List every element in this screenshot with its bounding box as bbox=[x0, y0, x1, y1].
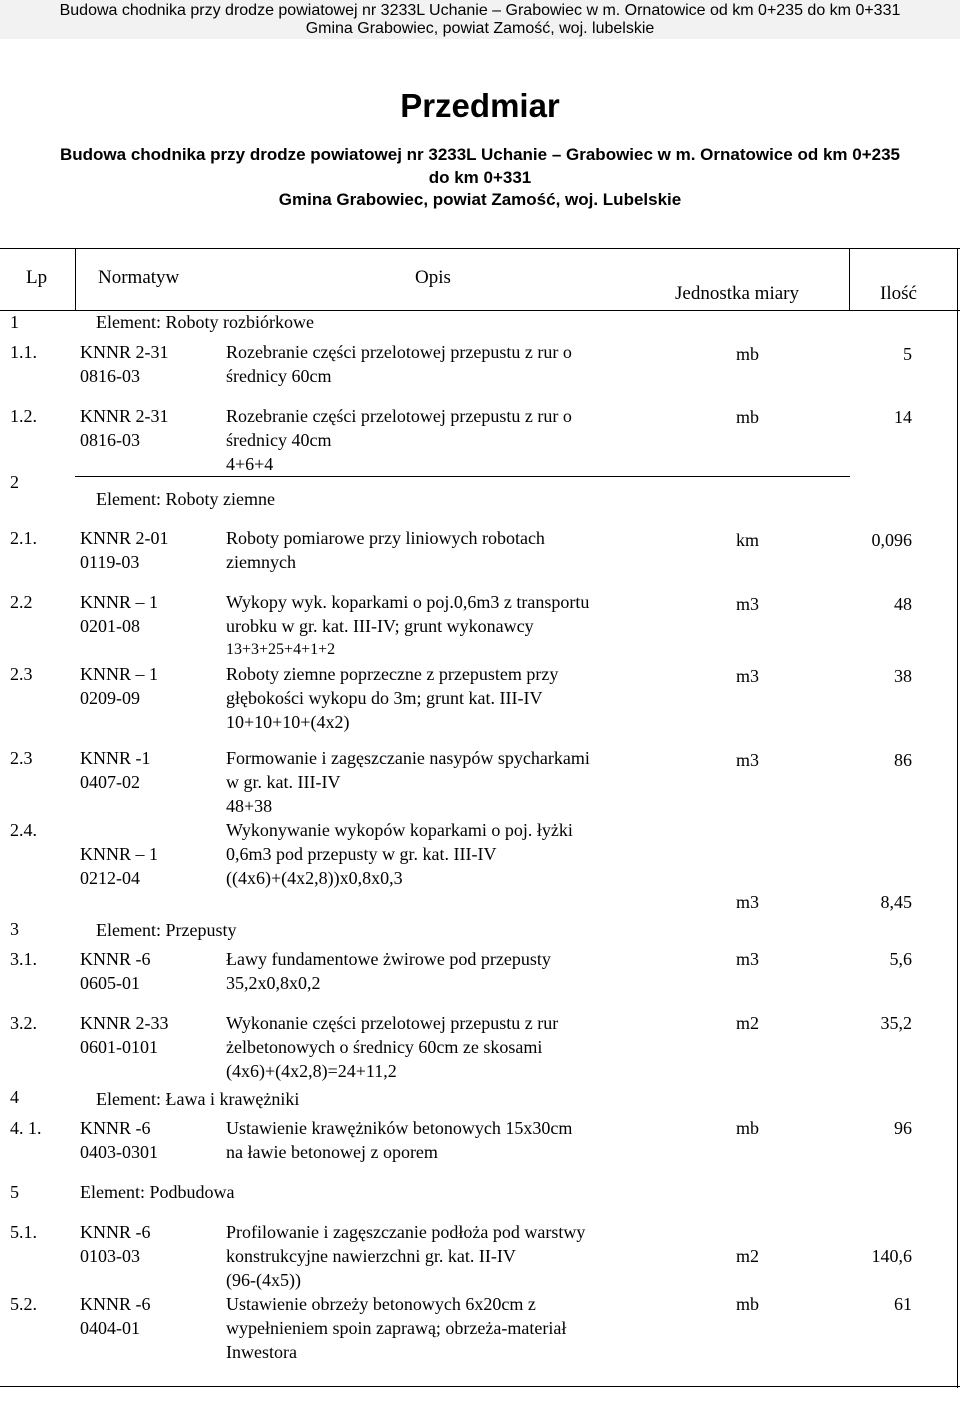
row-opis: Ustawienie obrzeży betonowych 6x20cm z bbox=[226, 1294, 536, 1314]
row-opis: głębokości wykopu do 3m; grunt kat. III-IV bbox=[226, 688, 543, 708]
row-normatyw: KNNR 2-01 bbox=[80, 528, 169, 548]
row-opis: Wykonanie części przelotowej przepustu z rur bbox=[226, 1013, 559, 1033]
row-unit: m3 bbox=[735, 949, 759, 969]
row-opis: Roboty pomiarowe przy liniowych robotach bbox=[226, 528, 545, 548]
row-unit: m3 bbox=[735, 666, 759, 686]
row-unit: mb bbox=[735, 1294, 759, 1314]
row-normatyw-code: 0209-09 bbox=[80, 688, 140, 708]
column-divider-lp bbox=[75, 248, 76, 311]
row-normatyw: KNNR -6 bbox=[80, 1294, 151, 1314]
section-title: Element: Roboty ziemne bbox=[96, 489, 275, 509]
row-normatyw-code: 0201-08 bbox=[80, 616, 140, 636]
row-unit: km bbox=[735, 530, 759, 550]
row-lp: 5.2. bbox=[10, 1294, 37, 1314]
row-lp: 2.1. bbox=[10, 528, 37, 548]
document-title: Przedmiar bbox=[400, 87, 560, 124]
row-lp: 2.2 bbox=[10, 592, 33, 612]
row-lp: 1.1. bbox=[10, 342, 37, 362]
row-quantity: 48 bbox=[894, 594, 912, 614]
row-unit: m2 bbox=[735, 1246, 759, 1266]
row-quantity: 5,6 bbox=[889, 949, 912, 969]
row-opis: urobku w gr. kat. III-IV; grunt wykonawcy bbox=[226, 616, 534, 636]
row-normatyw-code: 0816-03 bbox=[80, 366, 140, 386]
row-opis: 48+38 bbox=[226, 796, 273, 816]
row-normatyw-code: 0212-04 bbox=[80, 868, 140, 888]
row-opis: 0,6m3 pod przepusty w gr. kat. III-IV bbox=[226, 844, 497, 864]
subtitle-line-2: do km 0+331 bbox=[428, 168, 532, 187]
section-number: 5 bbox=[10, 1182, 19, 1202]
row-normatyw-code: 0119-03 bbox=[80, 552, 140, 572]
row-normatyw: KNNR 2-31 bbox=[80, 406, 169, 426]
row-opis: konstrukcyjne nawierzchni gr. kat. II-IV bbox=[226, 1246, 516, 1266]
row-opis: ((4x6)+(4x2,8))x0,8x0,3 bbox=[226, 868, 403, 888]
column-header-lp: Lp bbox=[26, 267, 48, 288]
row-lp: 4. 1. bbox=[10, 1118, 42, 1138]
row-opis: Wykopy wyk. koparkami o poj.0,6m3 z transportu bbox=[226, 592, 590, 612]
section-title: Element: Roboty rozbiórkowe bbox=[96, 312, 314, 332]
row-opis: na ławie betonowej z oporem bbox=[226, 1142, 438, 1162]
row-normatyw-code: 0403-0301 bbox=[80, 1142, 158, 1162]
row-opis: Inwestora bbox=[226, 1342, 297, 1362]
row-quantity: 140,6 bbox=[871, 1246, 912, 1266]
section-title: Element: Ława i krawężniki bbox=[96, 1089, 300, 1109]
row-quantity: 14 bbox=[894, 407, 912, 427]
row-unit: mb bbox=[735, 407, 759, 427]
row-opis: (4x6)+(4x2,8)=24+11,2 bbox=[226, 1061, 397, 1081]
row-opis: (96-(4x5)) bbox=[226, 1270, 301, 1290]
column-header-opis: Opis bbox=[415, 267, 451, 288]
row-quantity: 61 bbox=[894, 1294, 912, 1314]
column-header-normatyw: Normatyw bbox=[98, 267, 180, 288]
column-header-jednostka: Jednostka miary bbox=[675, 283, 800, 304]
column-header-ilosc: Ilość bbox=[880, 283, 917, 304]
row-normatyw: KNNR -6 bbox=[80, 1118, 151, 1138]
row-unit: m3 bbox=[735, 892, 759, 912]
column-divider-unit bbox=[849, 248, 850, 311]
row-quantity: 0,096 bbox=[871, 530, 912, 550]
header-line-2: Gmina Grabowiec, powiat Zamość, woj. lubelskie bbox=[305, 20, 655, 37]
row-normatyw: KNNR -6 bbox=[80, 949, 151, 969]
row-lp: 2.3 bbox=[10, 748, 33, 768]
row-normatyw: KNNR -6 bbox=[80, 1222, 151, 1242]
section-number: 3 bbox=[10, 919, 19, 939]
section-title: Element: Podbudowa bbox=[80, 1182, 235, 1202]
row-quantity: 86 bbox=[894, 750, 912, 770]
row-opis: Rozebranie części przelotowej przepustu z rur o bbox=[226, 342, 572, 362]
row-lp: 1.2. bbox=[10, 406, 37, 426]
row-opis: 4+6+4 bbox=[226, 454, 274, 474]
row-opis: średnicy 40cm bbox=[226, 430, 332, 450]
row-opis: Rozebranie części przelotowej przepustu z rur o bbox=[226, 406, 572, 426]
row-normatyw: KNNR – 1 bbox=[80, 844, 159, 864]
row-divider bbox=[75, 476, 850, 477]
row-normatyw-code: 0407-02 bbox=[80, 772, 140, 792]
row-unit: mb bbox=[735, 1118, 759, 1138]
row-unit: m3 bbox=[735, 594, 759, 614]
row-normatyw: KNNR – 1 bbox=[80, 592, 159, 612]
row-normatyw: KNNR -1 bbox=[80, 748, 151, 768]
row-normatyw: KNNR 2-33 bbox=[80, 1013, 169, 1033]
table-top-border bbox=[0, 248, 960, 249]
header-line-1: Budowa chodnika przy drodze powiatowej nr 3233L Uchanie – Grabowiec w m. Ornatowice od km 0+235 do km 0+331 bbox=[59, 2, 901, 19]
row-quantity: 38 bbox=[894, 666, 912, 686]
row-quantity: 5 bbox=[903, 344, 912, 364]
row-lp: 5.1. bbox=[10, 1222, 37, 1242]
row-opis: w gr. kat. III-IV bbox=[226, 772, 341, 792]
row-normatyw-code: 0103-03 bbox=[80, 1246, 140, 1266]
row-opis: 10+10+10+(4x2) bbox=[226, 712, 350, 732]
table-bottom-border bbox=[0, 1386, 960, 1387]
row-quantity: 35,2 bbox=[880, 1013, 912, 1033]
section-number: 4 bbox=[10, 1087, 19, 1107]
row-opis: 13+3+25+4+1+2 bbox=[226, 641, 336, 658]
row-unit: mb bbox=[735, 344, 759, 364]
subtitle-line-3: Gmina Grabowiec, powiat Zamość, woj. Lubelskie bbox=[278, 190, 682, 209]
row-quantity: 8,45 bbox=[880, 892, 912, 912]
row-opis: 35,2x0,8x0,2 bbox=[226, 973, 321, 993]
row-normatyw-code: 0816-03 bbox=[80, 430, 140, 450]
row-unit: m2 bbox=[735, 1013, 759, 1033]
row-opis: Ławy fundamentowe żwirowe pod przepusty bbox=[226, 949, 551, 969]
row-normatyw-code: 0605-01 bbox=[80, 973, 140, 993]
row-opis: średnicy 60cm bbox=[226, 366, 332, 386]
subtitle-line-1: Budowa chodnika przy drodze powiatowej nr 3233L Uchanie – Grabowiec w m. Ornatowice od km 0+235 bbox=[60, 145, 900, 164]
row-opis: Roboty ziemne poprzeczne z przepustem przy bbox=[226, 664, 559, 684]
row-lp: 2.4. bbox=[10, 820, 37, 840]
row-opis: wypełnieniem spoin zaprawą; obrzeża-materiał bbox=[226, 1318, 567, 1338]
row-normatyw: KNNR – 1 bbox=[80, 664, 159, 684]
row-normatyw: KNNR 2-31 bbox=[80, 342, 169, 362]
row-opis: Profilowanie i zagęszczanie podłoża pod warstwy bbox=[226, 1222, 586, 1242]
row-unit: m3 bbox=[735, 750, 759, 770]
row-opis: ziemnych bbox=[226, 552, 296, 572]
section-title: Element: Przepusty bbox=[96, 920, 237, 940]
row-normatyw-code: 0601-0101 bbox=[80, 1037, 158, 1057]
section-number: 1 bbox=[10, 312, 19, 332]
row-opis: żelbetonowych o średnicy 60cm ze skosami bbox=[226, 1037, 543, 1057]
section-number: 2 bbox=[10, 472, 19, 492]
row-normatyw-code: 0404-01 bbox=[80, 1318, 140, 1338]
row-opis: Wykonywanie wykopów koparkami o poj. łyżki bbox=[226, 820, 573, 840]
table-right-border bbox=[957, 248, 958, 1388]
row-opis: Ustawienie krawężników betonowych 15x30cm bbox=[226, 1118, 573, 1138]
row-lp: 3.2. bbox=[10, 1013, 37, 1033]
row-quantity: 96 bbox=[894, 1118, 912, 1138]
row-lp: 2.3 bbox=[10, 664, 33, 684]
row-opis: Formowanie i zagęszczanie nasypów spycharkami bbox=[226, 748, 590, 768]
row-lp: 3.1. bbox=[10, 949, 37, 969]
